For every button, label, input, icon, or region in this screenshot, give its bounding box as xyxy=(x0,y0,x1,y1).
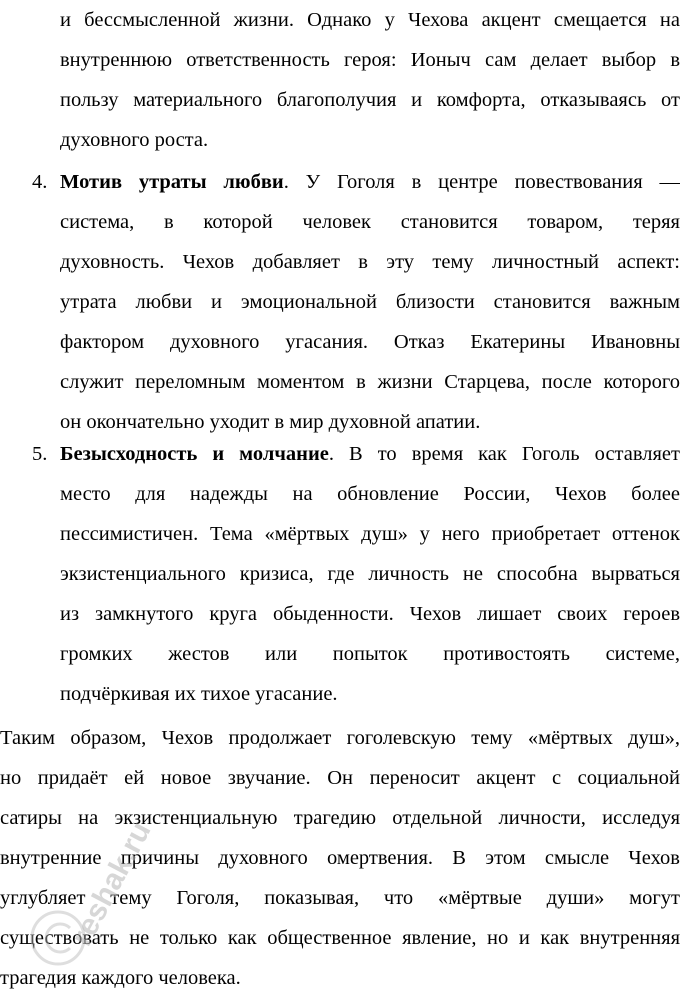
list-item-line: громких жестов или попыток противостоять системе, xyxy=(60,643,680,665)
list-item-line: утрата любви и эмоциональной близости становится важным xyxy=(60,291,680,313)
list-item-line: система, в которой человек становится товаром, теряя xyxy=(60,211,680,233)
paragraph-line: духовного роста. xyxy=(60,129,209,151)
list-item-line: экзистенциального кризиса, где личность не способна вырваться xyxy=(60,563,680,585)
list-item-first-line xyxy=(60,162,680,202)
conclusion-line: существовать не только как общественное явление, но и как внутренняя xyxy=(0,927,680,949)
list-item-first-line xyxy=(60,434,680,474)
list-item-line: место для надежды на обновление России, Чехов более xyxy=(60,483,680,505)
conclusion-line: внутренние причины духовного омертвения. В этом смысле Чехов xyxy=(0,847,680,869)
conclusion-line: трагедия каждого человека. xyxy=(0,967,241,989)
paragraph-line: внутреннюю ответственность героя: Ионыч сам делает выбор в xyxy=(60,49,680,71)
list-item-line: из замкнутого круга обыденности. Чехов лишает своих героев xyxy=(60,603,680,625)
list-item-line: пессимистичен. Тема «мёртвых душ» у него приобретает оттенок xyxy=(60,523,680,545)
list-item-text: . В то время как Гоголь оставляет xyxy=(328,443,680,465)
list-item-line: служит переломным моментом в жизни Старцева, после которого xyxy=(60,371,680,393)
conclusion-line: углубляет тему Гоголя, показывая, что «мёртвые души» могут xyxy=(0,887,680,909)
conclusion-line: сатиры на экзистенциальную трагедию отдельной личности, исследуя xyxy=(0,807,680,829)
list-item-line: фактором духовного угасания. Отказ Екатерины Ивановны xyxy=(60,331,680,353)
list-item-title: Безысходность и молчание xyxy=(60,443,329,465)
list-number: 5. xyxy=(32,443,48,465)
paragraph-line: и бессмысленной жизни. Однако у Чехова акцент смещается на xyxy=(60,9,680,31)
list-number: 4. xyxy=(32,171,48,193)
paragraph-line: пользу материального благополучия и комфорта, отказываясь от xyxy=(60,89,680,111)
list-item-title: Мотив утраты любви xyxy=(60,171,284,193)
list-item-line: духовность. Чехов добавляет в эту тему личностный аспект: xyxy=(60,251,680,273)
list-item-line: подчёркивая их тихое угасание. xyxy=(60,683,338,705)
list-item-text: . У Гоголя в центре повествования — xyxy=(283,171,680,193)
conclusion-line: но придаёт ей новое звучание. Он переносит акцент с социальной xyxy=(0,767,680,789)
conclusion-line: Таким образом, Чехов продолжает гоголевскую тему «мёртвых душ», xyxy=(0,727,680,749)
list-item-line: он окончательно уходит в мир духовной апатии. xyxy=(60,411,481,433)
watermark-text: reshak.ru xyxy=(65,816,158,952)
